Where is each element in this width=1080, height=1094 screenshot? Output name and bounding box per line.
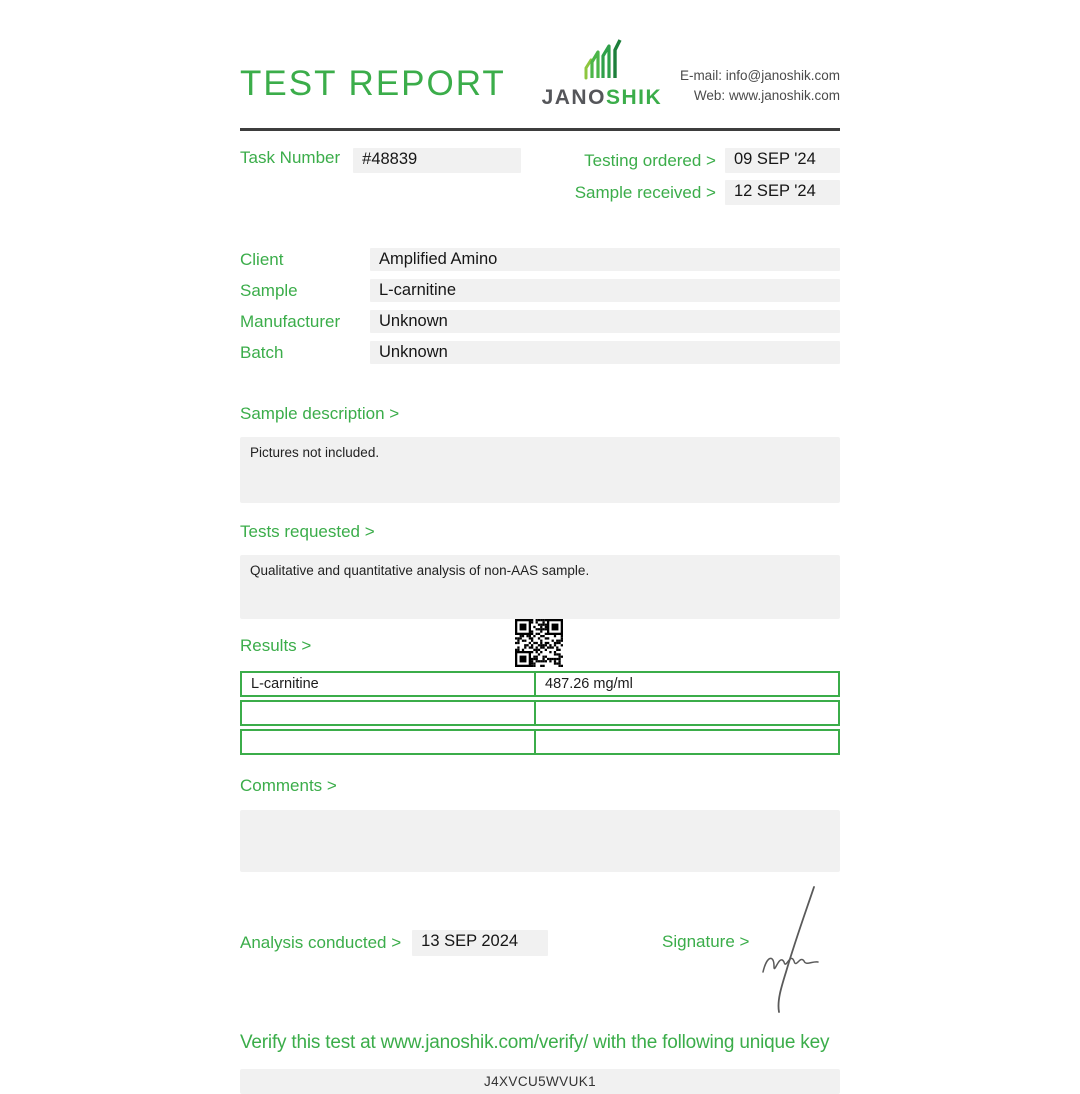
testing-ordered-row xyxy=(575,148,840,173)
batch-value: Unknown xyxy=(370,341,840,364)
sample-description-section xyxy=(240,404,840,503)
tests-requested-heading: Tests requested > xyxy=(240,522,375,541)
info-row-client xyxy=(240,248,840,271)
result-analyte-cell: L-carnitine xyxy=(240,671,536,697)
verify-instruction: Verify this test at www.janoshik.com/verify/ with the following unique key xyxy=(240,1032,830,1053)
email-label: E-mail: xyxy=(679,68,722,83)
analysis-conducted-row xyxy=(240,930,548,956)
info-row-manufacturer xyxy=(240,310,840,333)
result-analyte-cell xyxy=(240,729,536,755)
task-number-row xyxy=(240,148,521,205)
tests-requested-section xyxy=(240,522,840,619)
sample-received-row xyxy=(575,180,840,205)
task-number-label: Task Number xyxy=(240,148,341,167)
tests-requested-text: Qualitative and quantitative analysis of non-AAS sample. xyxy=(240,555,840,619)
info-row-sample xyxy=(240,279,840,302)
table-row xyxy=(240,671,840,697)
client-label: Client xyxy=(240,249,284,269)
contact-web xyxy=(680,86,840,106)
qr-code xyxy=(515,619,563,667)
results-heading: Results > xyxy=(240,636,312,655)
test-report-page xyxy=(240,0,840,1094)
info-row-batch xyxy=(240,341,840,364)
client-value: Amplified Amino xyxy=(370,248,840,271)
contact-block xyxy=(680,66,840,105)
result-analyte-cell xyxy=(240,700,536,726)
result-value-cell xyxy=(536,729,840,755)
result-value-cell: 487.26 mg/ml xyxy=(536,671,840,697)
header-divider xyxy=(240,128,840,131)
sample-description-heading: Sample description > xyxy=(240,404,400,423)
web-label: Web: xyxy=(693,87,726,103)
page-title: TEST REPORT xyxy=(240,64,506,103)
sample-received-value: 12 SEP '24 xyxy=(725,180,840,205)
manufacturer-label: Manufacturer xyxy=(240,311,341,331)
comments-heading: Comments > xyxy=(240,776,337,795)
table-row xyxy=(240,700,840,726)
signature-scribble xyxy=(750,882,840,1017)
task-number-value: #48839 xyxy=(353,148,521,173)
table-row xyxy=(240,729,840,755)
sample-info-section xyxy=(240,248,840,364)
sample-label: Sample xyxy=(240,280,298,300)
logo-word-green: SHIK xyxy=(605,86,663,109)
task-section xyxy=(240,148,840,205)
bar-chart-logo-icon xyxy=(579,38,625,85)
comments-text xyxy=(240,810,840,872)
sample-received-label: Sample received > xyxy=(574,182,716,202)
testing-ordered-value: 09 SEP '24 xyxy=(725,148,840,173)
results-table xyxy=(240,671,840,755)
analysis-conducted-value: 13 SEP 2024 xyxy=(412,930,548,956)
sample-description-text: Pictures not included. xyxy=(240,437,840,503)
signature-label: Signature > xyxy=(662,932,750,951)
email-value: info@janoshik.com xyxy=(725,68,840,83)
manufacturer-value: Unknown xyxy=(370,310,840,333)
comments-section xyxy=(240,776,840,872)
result-value-cell xyxy=(536,700,840,726)
dates-block xyxy=(575,148,840,205)
web-value: www.janoshik.com xyxy=(728,87,840,103)
sample-value: L-carnitine xyxy=(370,279,840,302)
unique-key-value: J4XVCU5WVUK1 xyxy=(240,1069,840,1094)
contact-email xyxy=(680,66,840,86)
janoshik-logo xyxy=(542,38,663,110)
logo-word-dark: JANO xyxy=(541,86,606,109)
testing-ordered-label: Testing ordered > xyxy=(584,150,716,170)
footer-row xyxy=(240,928,840,958)
header xyxy=(240,50,840,120)
batch-label: Batch xyxy=(240,342,284,362)
logo-wordmark xyxy=(542,86,663,110)
analysis-conducted-label: Analysis conducted > xyxy=(240,933,402,952)
results-section xyxy=(240,636,840,755)
